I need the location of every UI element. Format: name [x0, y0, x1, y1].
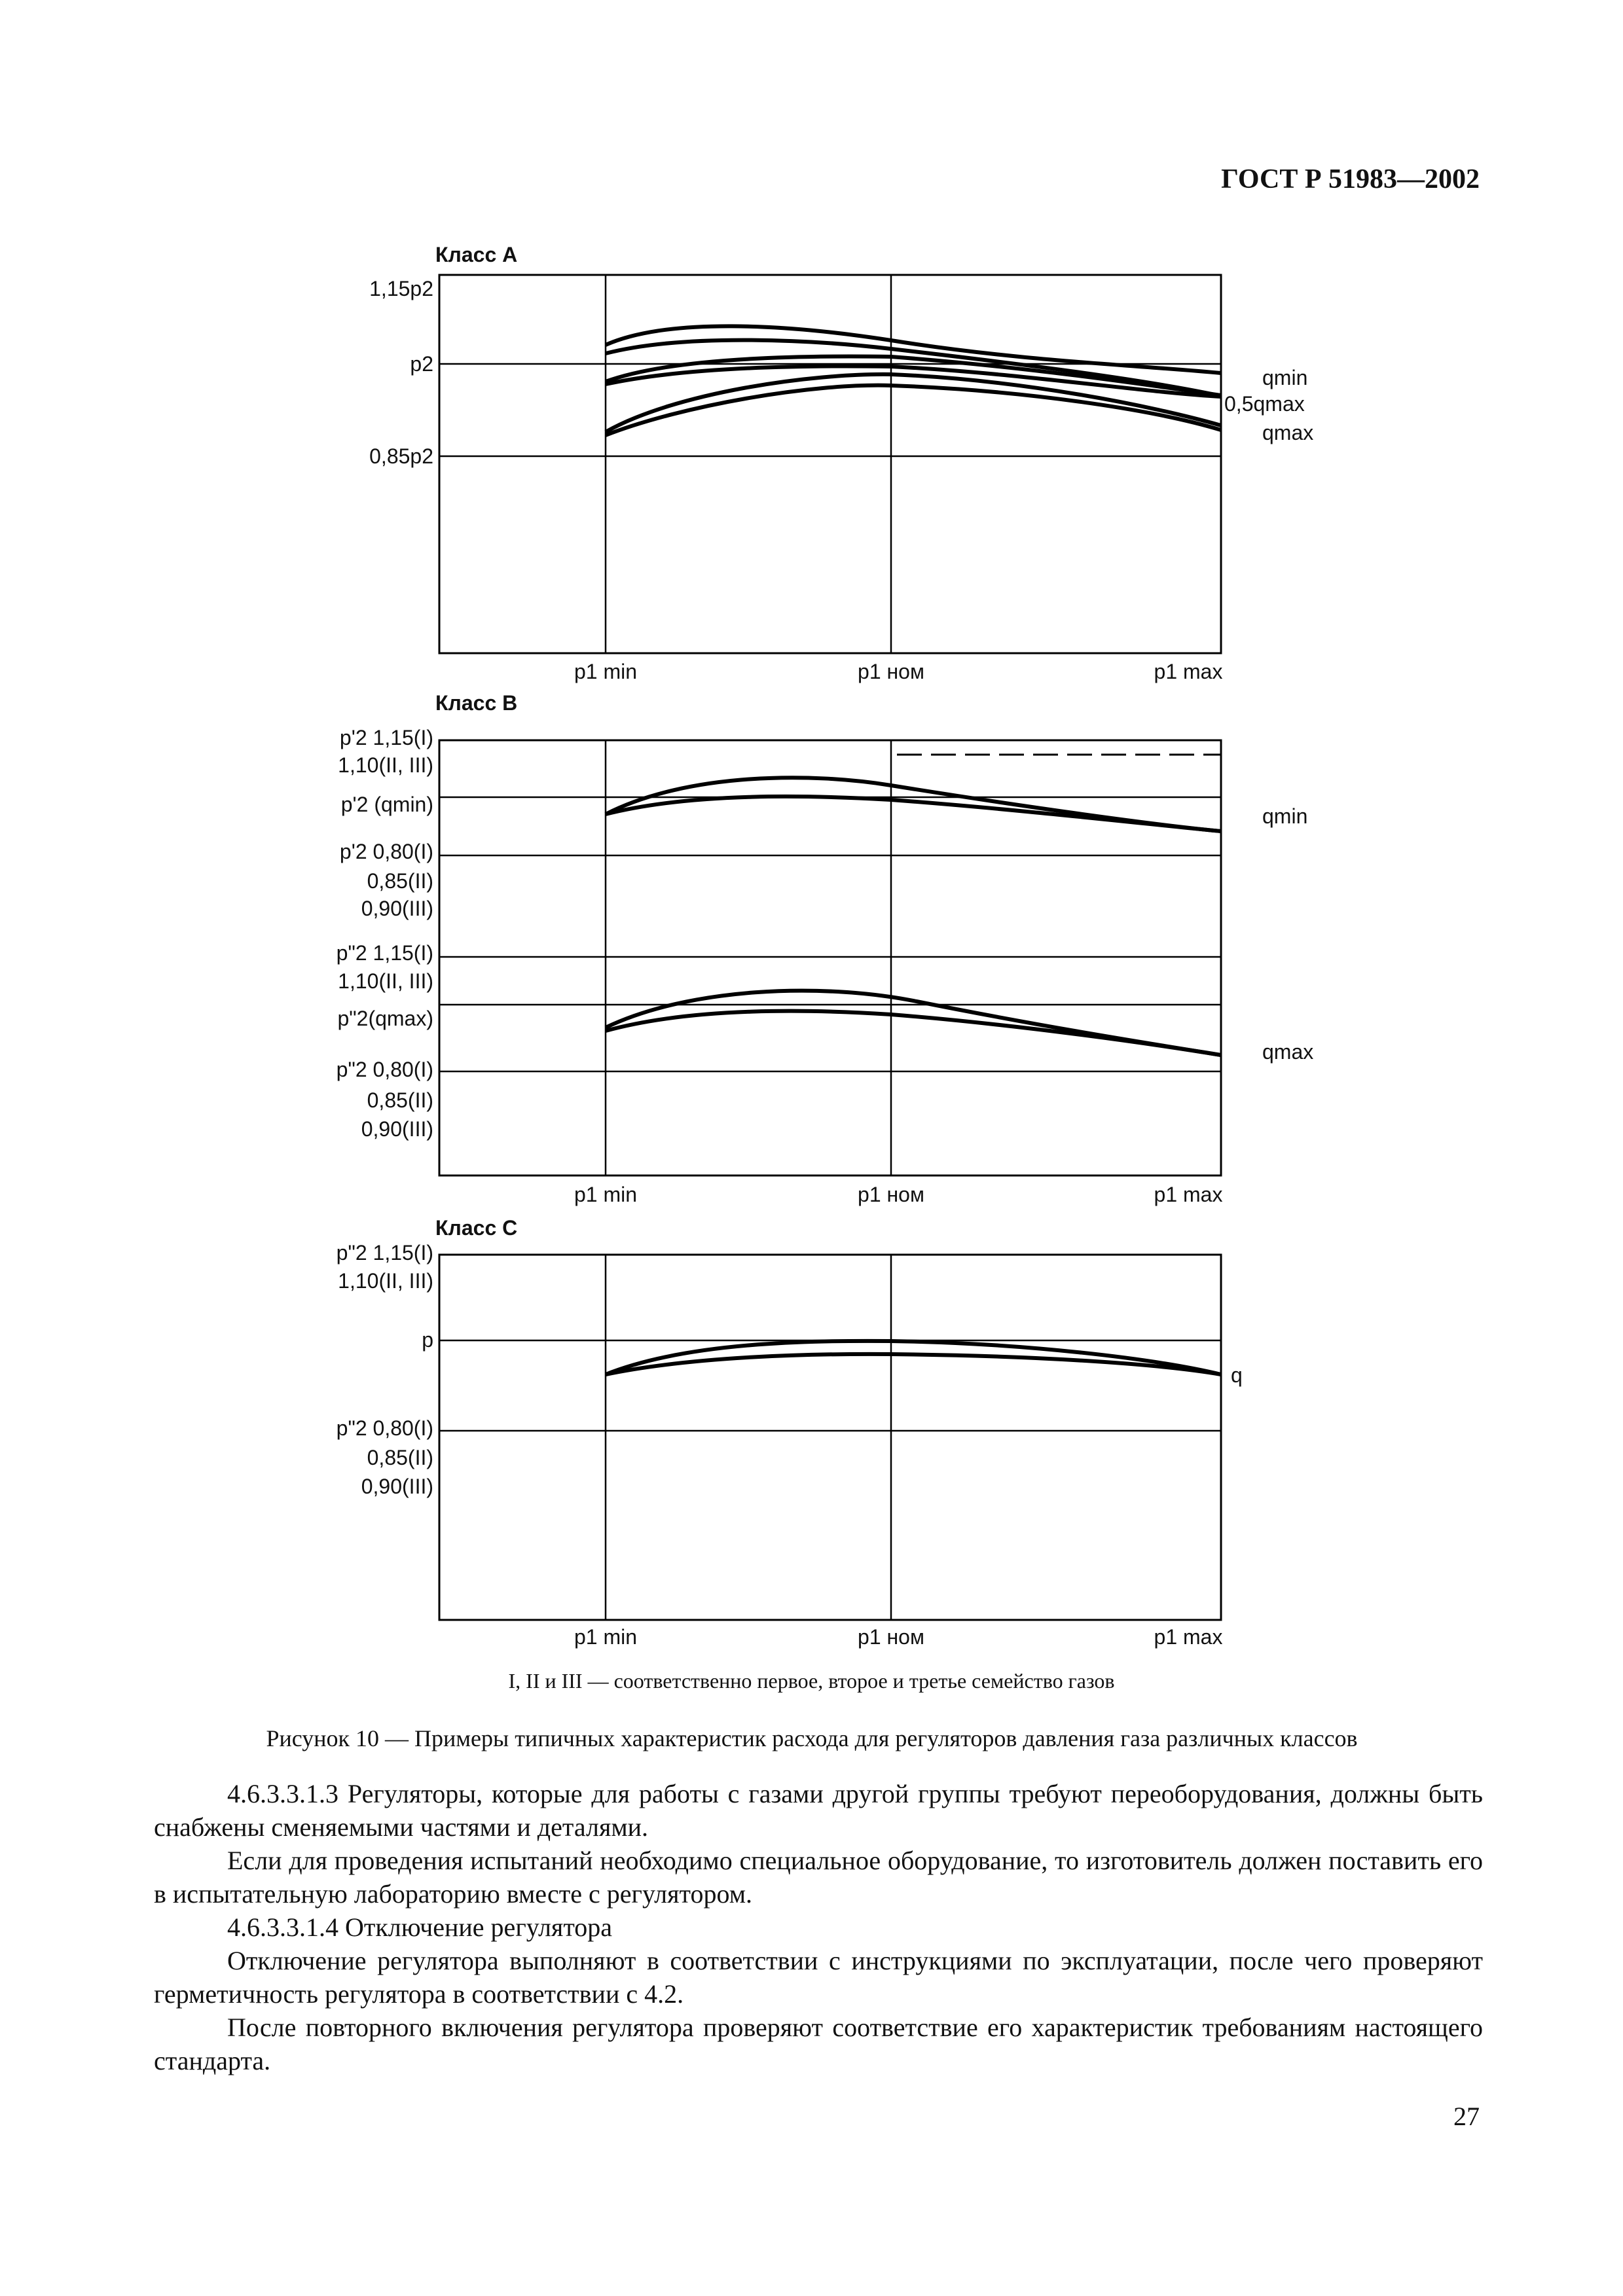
- panel-b-ytick-4: p'2 0,80(I): [339, 840, 433, 863]
- panel-a-label-qmax: qmax: [1262, 421, 1314, 444]
- panel-a-label-qmin: qmin: [1262, 366, 1308, 389]
- paragraph-4-6-3-3-1-3: 4.6.3.3.1.3 Регуляторы, которые для работы с газами другой группы требуют переоборудования, должны быть снабжены сменяемыми частями и деталями.: [154, 1779, 1483, 1842]
- panel-b-curve-qmax-upper: [606, 991, 1221, 1055]
- panel-b-ytick-1: p'2 1,15(I): [339, 726, 433, 749]
- panel-c-title: Класс С: [435, 1216, 518, 1240]
- panel-c-ytick-4: p"2 0,80(I): [336, 1416, 433, 1440]
- panel-b-ytick-12: 0,90(III): [361, 1117, 433, 1141]
- panel-b-label-qmax: qmax: [1262, 1040, 1314, 1064]
- page-number: 27: [1453, 2102, 1480, 2131]
- body-text: [154, 1777, 1483, 2077]
- panel-b-ytick-8: 1,10(II, III): [338, 969, 433, 993]
- panel-b-ytick-5: 0,85(II): [367, 869, 433, 893]
- panel-c-xtick-p1max: p1 max: [1154, 1625, 1223, 1649]
- paragraph-shutdown: Отключение регулятора выполняют в соответствии с инструкциями по эксплуатации, после чего проверяют герметичность регулятора в соответствии с 4.2.: [154, 1946, 1483, 2009]
- panel-a-xtick-p1min: p1 min: [574, 660, 638, 683]
- paragraph-4-6-3-3-1-4-heading: 4.6.3.3.1.4 Отключение регулятора: [227, 1912, 613, 1942]
- panel-class-c: [337, 1216, 1243, 1649]
- panel-b-ytick-2: 1,10(II, III): [338, 753, 433, 777]
- panel-c-xtick-p1nom: p1 ном: [858, 1625, 924, 1649]
- panel-b-ytick-10: p"2 0,80(I): [336, 1058, 433, 1081]
- figure-caption: Рисунок 10 — Примеры типичных характеристик расхода для регуляторов давления газа различных классов: [266, 1725, 1358, 1751]
- panel-b-ytick-7: p"2 1,15(I): [336, 941, 433, 965]
- panel-c-ytick-1: p"2 1,15(I): [336, 1241, 433, 1265]
- panel-c-ytick-6: 0,90(III): [361, 1475, 433, 1498]
- panel-a-ytick-2: p2: [410, 352, 433, 376]
- panel-a-label-half-qmax: 0,5qmax: [1224, 392, 1305, 416]
- panel-b-title: Класс В: [435, 691, 518, 715]
- standard-code: ГОСТ Р 51983—2002: [1221, 164, 1480, 194]
- gas-family-note: I, II и III — соответственно первое, второе и третье семейство газов: [508, 1669, 1115, 1693]
- panel-class-a: [369, 243, 1313, 683]
- panel-b-ytick-11: 0,85(II): [367, 1088, 433, 1112]
- paragraph-special-equipment: Если для проведения испытаний необходимо специальное оборудование, то изготовитель должен поставить его в испытательную лабораторию вместе с регулятором.: [154, 1846, 1483, 1909]
- panel-b-ytick-9: p"2(qmax): [337, 1007, 433, 1030]
- panel-b-label-qmin: qmin: [1262, 804, 1308, 828]
- panel-c-frame: [439, 1255, 1221, 1620]
- panel-b-ytick-3: p'2 (qmin): [340, 793, 433, 816]
- panel-a-title: Класс А: [435, 243, 518, 266]
- panel-c-ytick-3: p: [422, 1328, 433, 1352]
- panel-c-curve-upper: [606, 1341, 1221, 1374]
- panel-b-xtick-p1nom: p1 ном: [858, 1183, 924, 1206]
- panel-b-ytick-6: 0,90(III): [361, 897, 433, 920]
- panel-c-ytick-5: 0,85(II): [367, 1446, 433, 1469]
- panel-a-ytick-1: 1,15p2: [369, 277, 433, 300]
- panel-a-xtick-p1max: p1 max: [1154, 660, 1223, 683]
- panel-c-label-q: q: [1231, 1363, 1243, 1387]
- panel-b-xtick-p1min: p1 min: [574, 1183, 638, 1206]
- panel-b-curve-qmax-lower: [606, 1011, 1221, 1055]
- panel-c-ytick-2: 1,10(II, III): [338, 1269, 433, 1293]
- panel-b-curve-qmin-lower: [606, 797, 1221, 831]
- panel-b-frame: [439, 740, 1221, 1175]
- paragraph-restart: После повторного включения регулятора проверяют соответствие его характеристик требованиям настоящего стандарта.: [154, 2013, 1483, 2075]
- panel-a-curve-qmax-lower: [606, 386, 1221, 435]
- panel-class-b: [337, 691, 1314, 1206]
- panel-a-ytick-3: 0,85p2: [369, 444, 433, 468]
- panel-b-xtick-p1max: p1 max: [1154, 1183, 1223, 1206]
- panel-c-xtick-p1min: p1 min: [574, 1625, 638, 1649]
- panel-a-xtick-p1nom: p1 ном: [858, 660, 924, 683]
